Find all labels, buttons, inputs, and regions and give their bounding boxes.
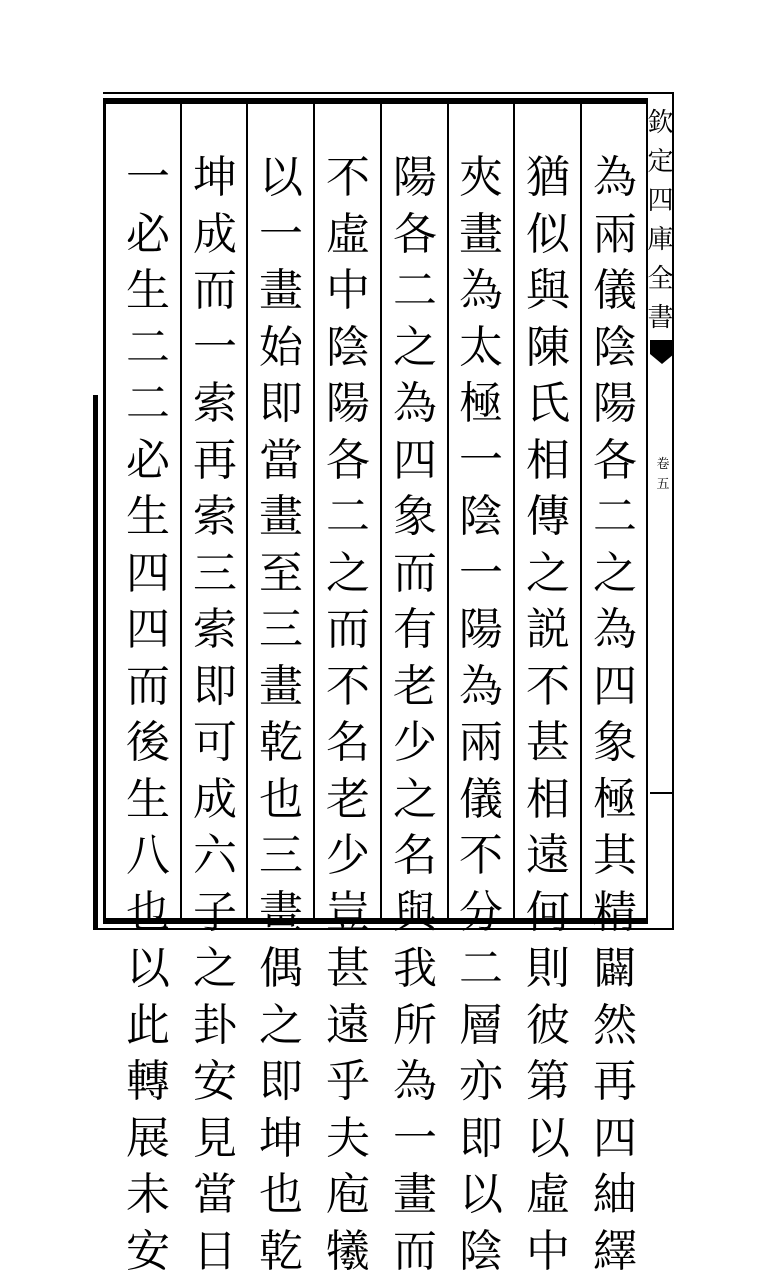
text-char: 再 (183, 433, 247, 490)
text-column-1 (583, 150, 647, 920)
fishtail-mark (650, 340, 674, 370)
text-char: 庖 (316, 1167, 380, 1224)
text-char: 極 (449, 376, 513, 433)
text-char: 一 (449, 433, 513, 490)
text-char: 安 (183, 1054, 247, 1111)
text-char: 偶 (249, 941, 313, 998)
text-char: 日 (183, 1224, 247, 1280)
text-char: 四 (116, 546, 180, 603)
text-char: 陳 (516, 320, 580, 377)
margin-char: 五 (656, 475, 669, 495)
margin-char: 庫 (647, 221, 675, 260)
text-char: 三 (249, 828, 313, 885)
text-char: 傳 (516, 489, 580, 546)
text-char: 四 (583, 659, 647, 716)
margin-title (648, 104, 673, 338)
text-char: 儀 (583, 263, 647, 320)
text-char: 一 (383, 1111, 447, 1168)
text-char: 四 (116, 602, 180, 659)
text-char: 一 (183, 320, 247, 377)
text-char: 成 (183, 772, 247, 829)
text-column-8 (116, 150, 180, 920)
text-char: 畫 (249, 489, 313, 546)
text-char: 虛 (516, 1167, 580, 1224)
text-char: 兩 (583, 207, 647, 264)
text-char: 索 (183, 489, 247, 546)
text-char: 一 (249, 207, 313, 264)
column-divider (313, 104, 315, 918)
text-char: 老 (316, 772, 380, 829)
text-char: 與 (516, 263, 580, 320)
margin-char: 全 (647, 260, 675, 299)
text-char: 為 (449, 263, 513, 320)
text-char: 可 (183, 715, 247, 772)
outer-top-border (103, 92, 673, 94)
text-char: 層 (449, 998, 513, 1055)
text-char: 兩 (449, 715, 513, 772)
text-char: 即 (249, 1054, 313, 1111)
text-char: 一 (449, 546, 513, 603)
text-char: 之 (583, 546, 647, 603)
text-char: 未 (116, 1167, 180, 1224)
margin-char: 書 (647, 299, 675, 338)
text-char: 而 (316, 602, 380, 659)
left-thick-rule (93, 395, 98, 930)
text-char: 必 (116, 433, 180, 490)
text-char: 亦 (449, 1054, 513, 1111)
text-char: 老 (383, 659, 447, 716)
text-char: 虛 (316, 207, 380, 264)
text-char: 不 (316, 150, 380, 207)
text-char: 相 (516, 433, 580, 490)
text-char: 始 (249, 320, 313, 377)
margin-char: 定 (647, 143, 675, 182)
text-column-5 (316, 150, 380, 920)
text-char: 以 (249, 150, 313, 207)
text-char: 各 (316, 433, 380, 490)
text-char: 似 (516, 207, 580, 264)
text-char: 而 (383, 1224, 447, 1280)
text-char: 一 (116, 150, 180, 207)
text-char: 為 (583, 602, 647, 659)
text-char: 中 (316, 263, 380, 320)
text-char: 二 (116, 376, 180, 433)
text-char: 遠 (516, 828, 580, 885)
text-char: 犧 (316, 1224, 380, 1280)
text-char: 乾 (249, 1224, 313, 1280)
margin-char: 卷 (656, 455, 669, 475)
text-char: 三 (183, 546, 247, 603)
text-char: 象 (583, 715, 647, 772)
column-divider (180, 104, 182, 918)
text-char: 儀 (449, 772, 513, 829)
text-char: 甚 (316, 941, 380, 998)
text-char: 後 (116, 715, 180, 772)
text-char: 之 (183, 941, 247, 998)
text-char: 之 (383, 320, 447, 377)
text-char: 氏 (516, 376, 580, 433)
text-char: 三 (249, 602, 313, 659)
text-char: 夾 (449, 150, 513, 207)
text-char: 精 (583, 885, 647, 942)
text-char: 陰 (449, 489, 513, 546)
text-char: 也 (249, 1167, 313, 1224)
text-char: 畫 (249, 659, 313, 716)
text-char: 二 (316, 489, 380, 546)
text-char: 四 (583, 1111, 647, 1168)
text-column-4 (383, 150, 447, 920)
text-char: 畫 (383, 1167, 447, 1224)
text-char: 卦 (183, 998, 247, 1055)
text-char: 猶 (516, 150, 580, 207)
text-char: 與 (383, 885, 447, 942)
text-char: 不 (516, 659, 580, 716)
text-char: 甚 (516, 715, 580, 772)
text-char: 各 (583, 433, 647, 490)
text-char: 何 (516, 885, 580, 942)
text-char: 也 (116, 885, 180, 942)
text-char: 坤 (183, 150, 247, 207)
text-char: 而 (383, 546, 447, 603)
text-char: 索 (183, 376, 247, 433)
text-char: 説 (516, 602, 580, 659)
text-char: 二 (449, 941, 513, 998)
text-char: 以 (516, 1111, 580, 1168)
text-char: 名 (383, 828, 447, 885)
text-column-2 (516, 150, 580, 920)
text-char: 子 (183, 885, 247, 942)
text-char: 轉 (116, 1054, 180, 1111)
text-char: 以 (449, 1167, 513, 1224)
text-char: 然 (583, 998, 647, 1055)
text-char: 則 (516, 941, 580, 998)
text-column-7 (183, 150, 247, 920)
text-char: 乾 (249, 715, 313, 772)
text-char: 少 (383, 715, 447, 772)
text-char: 為 (383, 376, 447, 433)
text-char: 生 (116, 263, 180, 320)
text-char: 分 (449, 885, 513, 942)
text-char: 之 (249, 998, 313, 1055)
text-char: 陰 (316, 320, 380, 377)
text-char: 彼 (516, 998, 580, 1055)
text-char: 為 (383, 1054, 447, 1111)
text-char: 之 (383, 772, 447, 829)
text-char: 二 (383, 263, 447, 320)
text-char: 必 (116, 207, 180, 264)
text-char: 畫 (249, 885, 313, 942)
text-char: 相 (516, 772, 580, 829)
text-char: 繹 (583, 1224, 647, 1280)
text-char: 之 (516, 546, 580, 603)
text-char: 我 (383, 941, 447, 998)
text-column-6 (249, 150, 313, 920)
text-char: 見 (183, 1111, 247, 1168)
text-char: 當 (249, 433, 313, 490)
text-char: 不 (316, 659, 380, 716)
text-char: 其 (583, 828, 647, 885)
text-char: 陽 (449, 602, 513, 659)
text-char: 也 (249, 772, 313, 829)
text-char: 不 (449, 828, 513, 885)
margin-char: 四 (647, 182, 675, 221)
text-char: 即 (183, 659, 247, 716)
text-char: 六 (183, 828, 247, 885)
column-divider (380, 104, 382, 918)
text-char: 各 (383, 207, 447, 264)
text-char: 象 (383, 489, 447, 546)
text-char: 二 (116, 320, 180, 377)
text-char: 紬 (583, 1167, 647, 1224)
text-char: 以 (116, 941, 180, 998)
text-char: 安 (116, 1224, 180, 1280)
text-char: 陽 (583, 376, 647, 433)
text-char: 陰 (449, 1224, 513, 1280)
text-char: 即 (249, 376, 313, 433)
text-char: 而 (183, 263, 247, 320)
text-char: 成 (183, 207, 247, 264)
text-char: 夫 (316, 1111, 380, 1168)
text-char: 陽 (316, 376, 380, 433)
text-char: 之 (316, 546, 380, 603)
text-char: 展 (116, 1111, 180, 1168)
text-char: 少 (316, 828, 380, 885)
margin-divider (650, 792, 672, 794)
text-char: 坤 (249, 1111, 313, 1168)
text-char: 即 (449, 1111, 513, 1168)
text-char: 畫 (249, 263, 313, 320)
text-char: 而 (116, 659, 180, 716)
text-char: 遠 (316, 998, 380, 1055)
text-char: 生 (116, 772, 180, 829)
text-char: 名 (316, 715, 380, 772)
text-char: 闢 (583, 941, 647, 998)
text-char: 乎 (316, 1054, 380, 1111)
text-char: 為 (583, 150, 647, 207)
margin-char: 欽 (647, 104, 675, 143)
text-char: 陰 (583, 320, 647, 377)
text-char: 極 (583, 772, 647, 829)
text-char: 當 (183, 1167, 247, 1224)
text-char: 生 (116, 489, 180, 546)
text-char: 四 (383, 433, 447, 490)
column-divider (513, 104, 515, 918)
text-char: 中 (516, 1224, 580, 1280)
text-char: 陽 (383, 150, 447, 207)
text-char: 畫 (449, 207, 513, 264)
column-divider (580, 104, 582, 918)
text-char: 索 (183, 602, 247, 659)
text-char: 再 (583, 1054, 647, 1111)
text-char: 豈 (316, 885, 380, 942)
margin-juan-label (653, 455, 673, 495)
text-char: 至 (249, 546, 313, 603)
text-char: 二 (583, 489, 647, 546)
text-char: 有 (383, 602, 447, 659)
text-char: 太 (449, 320, 513, 377)
text-char: 為 (449, 659, 513, 716)
text-char: 此 (116, 998, 180, 1055)
text-char: 第 (516, 1054, 580, 1111)
text-char: 所 (383, 998, 447, 1055)
text-column-3 (449, 150, 513, 920)
text-char: 八 (116, 828, 180, 885)
